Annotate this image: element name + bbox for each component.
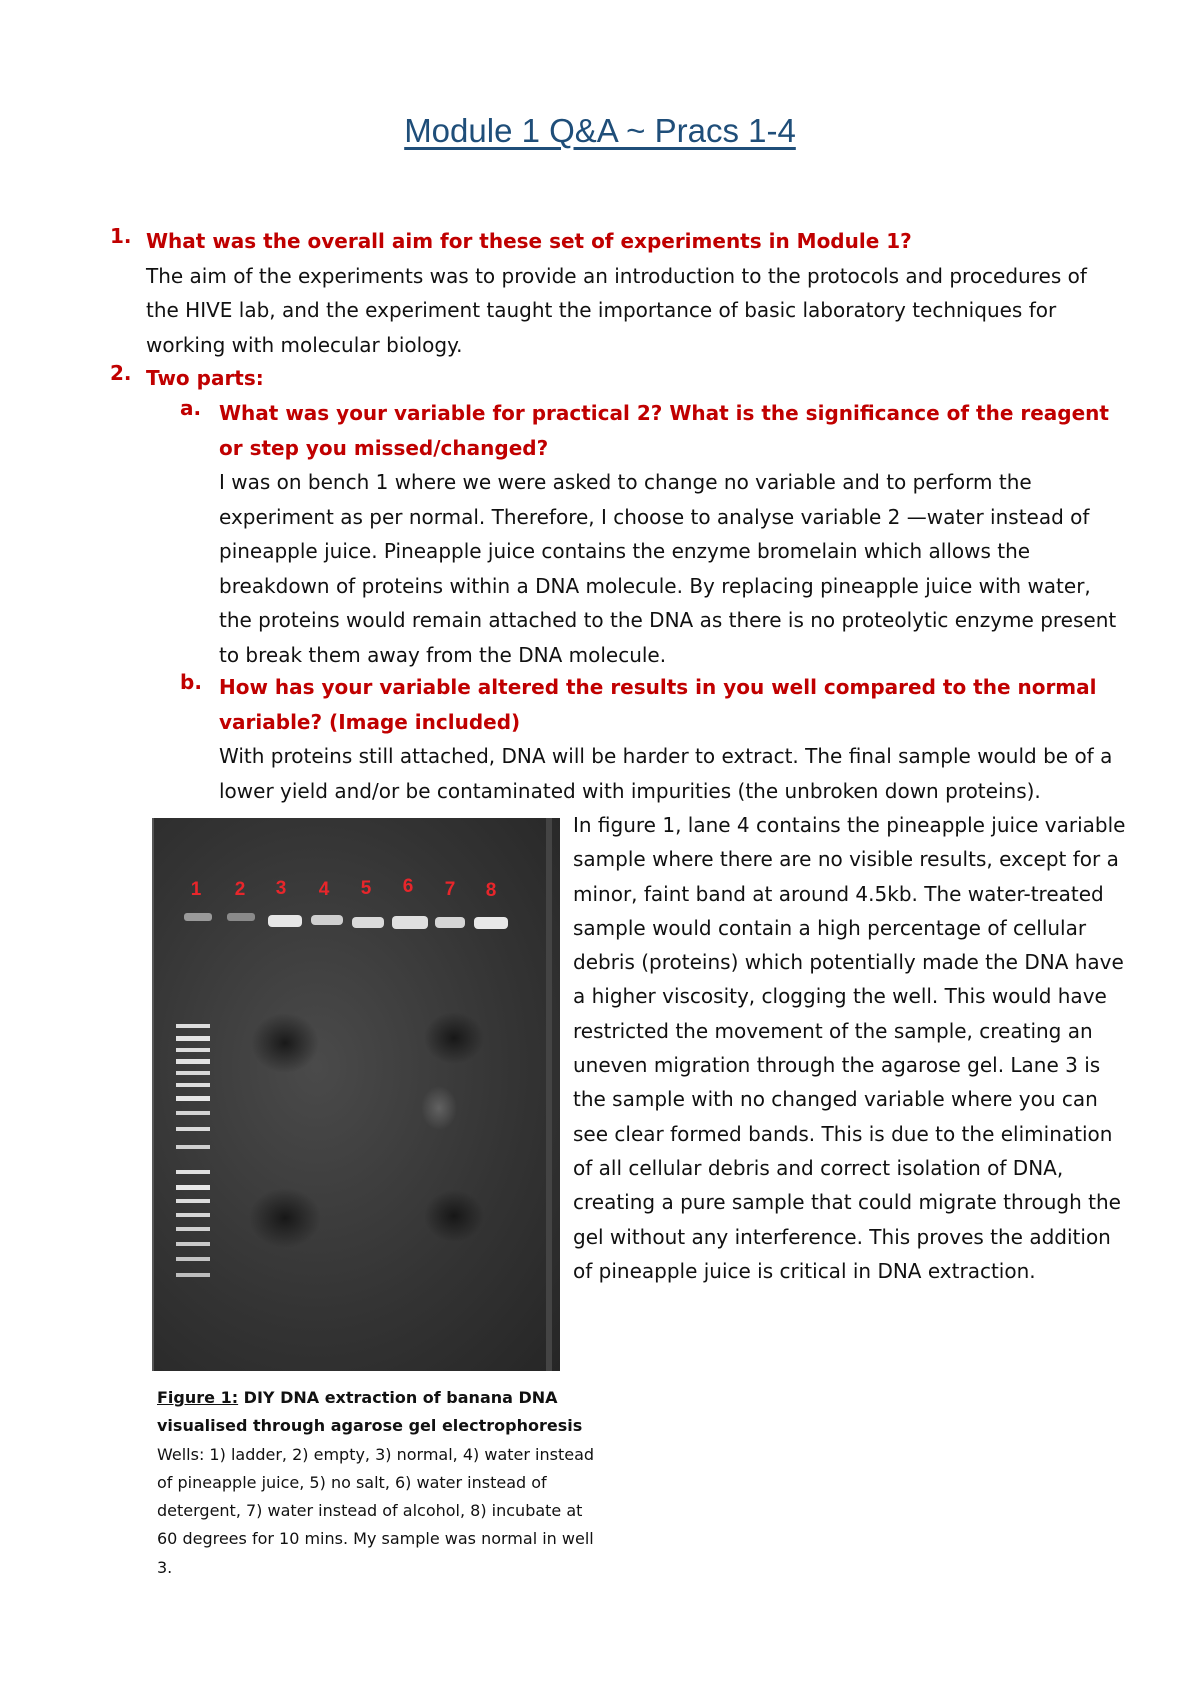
question-2-number: 2. <box>110 361 132 385</box>
question-2b <box>219 670 1129 808</box>
lane-label-2: 2 <box>234 879 246 900</box>
lane-label-4: 4 <box>318 879 330 900</box>
well-2 <box>227 913 255 921</box>
gel-electrophoresis-image <box>152 818 560 1371</box>
question-2a-letter: a. <box>180 396 202 420</box>
well-3 <box>268 915 302 927</box>
dna-ladder <box>176 1024 210 1277</box>
question-1-answer: The aim of the experiments was to provide an introduction to the protocols and procedures of the HIVE lab, and the experiment taught the importance of basic laboratory techniques for working with molecular biology. <box>146 263 1087 357</box>
well-5 <box>352 917 384 928</box>
lane-label-1: 1 <box>190 879 202 900</box>
lane-label-5: 5 <box>360 878 372 899</box>
gel-drawing <box>154 818 560 1371</box>
figure-caption <box>157 1384 597 1582</box>
question-2 <box>146 361 1126 396</box>
question-1 <box>146 224 1126 362</box>
well-6 <box>392 916 428 929</box>
question-2-heading: Two parts: <box>146 366 264 390</box>
page-title: Module 1 Q&A ~ Pracs 1-4 <box>404 112 796 149</box>
figure-discussion-text: In figure 1, lane 4 contains the pineapple juice variable sample where there are no visible results, except for a minor, faint band at around 4.5kb. The water-treated sample would contain a high percentage of cellular debris (proteins) which potentially made the DNA have a higher viscosity, clogging the well. This would have restricted the movement of the sample, creating an uneven migration through the agarose gel. Lane 3 is the sample with no changed variable where you can see clear formed bands. This is due to the elimination of all cellular debris and correct isolation of DNA, creating a pure sample that could migrate through the gel without any interference. This proves the addition of pineapple juice is critical in DNA extraction. <box>573 813 1126 1283</box>
lane-label-7: 7 <box>444 879 456 900</box>
figure-title: DIY DNA extraction of banana DNA visualised through agarose gel electrophoresis <box>157 1388 583 1436</box>
well-1 <box>184 913 212 921</box>
well-8 <box>474 917 508 929</box>
question-2a-text: What was your variable for practical 2? What is the significance of the reagent or step you missed/changed? <box>219 401 1109 460</box>
lane-label-6: 6 <box>402 876 414 897</box>
question-1-number: 1. <box>110 224 132 248</box>
lane-label-8: 8 <box>485 880 497 901</box>
question-1-text: What was the overall aim for these set of experiments in Module 1? <box>146 229 912 253</box>
question-2b-text: How has your variable altered the results in you well compared to the normal variable? (Image included) <box>219 675 1097 734</box>
figure-label: Figure 1: <box>157 1388 239 1407</box>
figure-wells-description: Wells: 1) ladder, 2) empty, 3) normal, 4) water instead of pineapple juice, 5) no salt, 6) water instead of detergent, 7) water instead of alcohol, 8) incubate at 60 degrees for 10 mins. My sample was normal in well 3. <box>157 1444 595 1577</box>
question-2b-answer: With proteins still attached, DNA will be harder to extract. The final sample would be of a lower yield and/or be contaminated with impurities (the unbroken down proteins). <box>219 744 1113 803</box>
question-2b-letter: b. <box>180 670 202 694</box>
well-7 <box>435 917 465 928</box>
question-2a-answer: I was on bench 1 where we were asked to change no variable and to perform the experiment as per normal. Therefore, I choose to analyse variable 2 —water instead of pineapple juice. Pineapple juice contains the enzyme bromelain which allows the breakdown of proteins within a DNA molecule. By replacing pineapple juice with water, the proteins would remain attached to the DNA as there is no proteolytic enzyme present to break them away from the DNA molecule. <box>219 470 1117 667</box>
well-4 <box>311 915 343 925</box>
question-2a <box>219 396 1129 672</box>
lane-label-3: 3 <box>275 878 287 899</box>
